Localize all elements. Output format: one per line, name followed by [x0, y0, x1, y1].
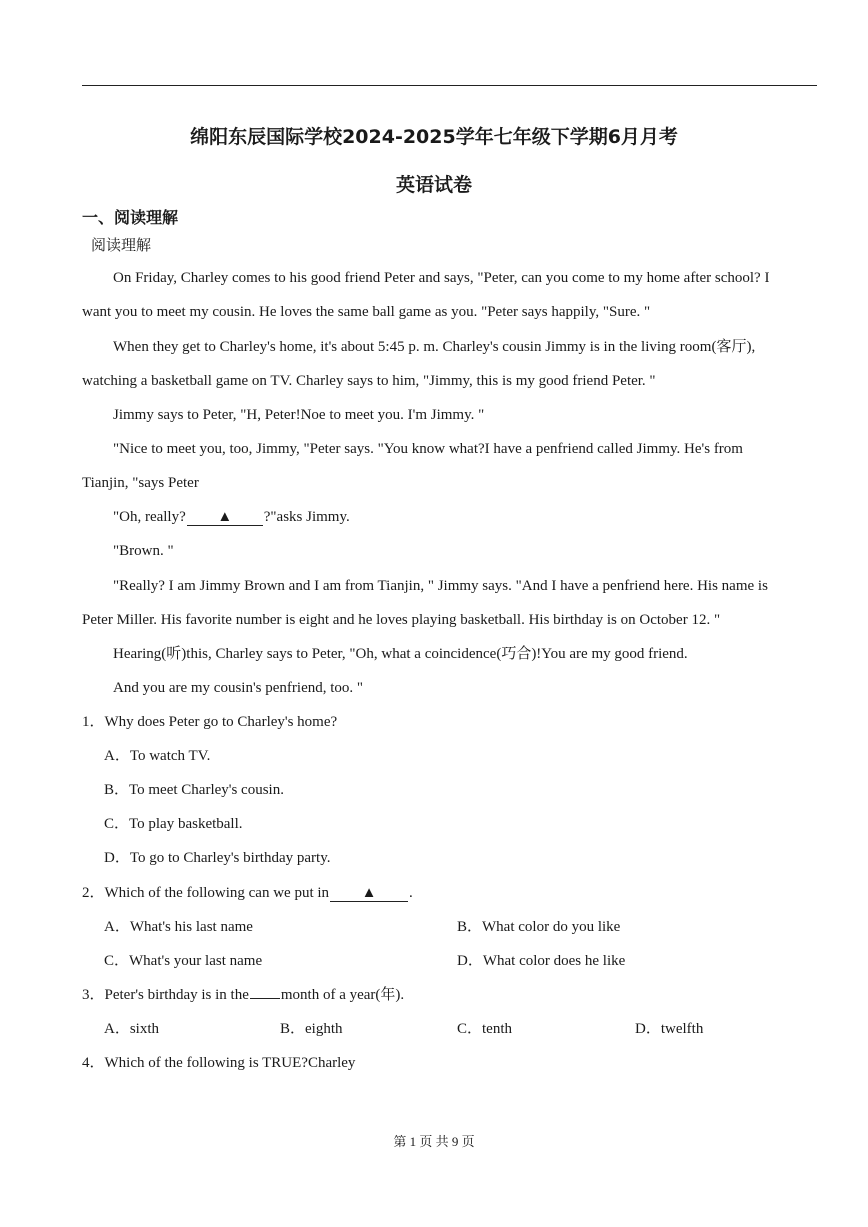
exam-title: 绵阳东辰国际学校2024-2025学年七年级下学期6月月考	[190, 126, 678, 148]
option-letter: D．	[104, 850, 130, 866]
option-text: What color do you like	[482, 919, 621, 935]
option-text: twelfth	[660, 1021, 704, 1037]
option-c[interactable]	[104, 814, 243, 834]
option-letter: B．	[280, 1021, 306, 1037]
passage-line: When they get to Charley's home, it's about 5:45 p. m. Charley's cousin Jimmy is in the living room(客厅),	[113, 339, 756, 355]
option-text: To meet Charley's cousin.	[129, 782, 284, 798]
option-text: eighth	[305, 1021, 343, 1037]
option-letter: C．	[104, 953, 130, 969]
question-text-end: month of a year(年).	[280, 987, 405, 1003]
passage-line: watching a basketball game on TV. Charley says to him, "Jimmy, this is my good friend Peter. "	[82, 373, 656, 389]
option-a[interactable]	[104, 917, 253, 937]
option-d[interactable]	[104, 848, 330, 868]
question-stem	[82, 985, 404, 1005]
question-text: Why does Peter go to Charley's home?	[104, 714, 338, 730]
exam-subtitle: 英语试卷	[395, 174, 472, 196]
option-letter: D．	[635, 1021, 661, 1037]
option-letter: A．	[104, 1021, 130, 1037]
question-text: Which of the following is TRUE?Charley	[104, 1055, 356, 1071]
answer-blank	[250, 998, 280, 999]
option-d[interactable]	[457, 951, 625, 971]
passage-line: On Friday, Charley comes to his good friend Peter and says, "Peter, can you come to my home after school? I	[113, 270, 770, 286]
passage-line: "Brown. "	[113, 543, 174, 559]
option-text: To play basketball.	[129, 816, 243, 832]
section-heading: 一、阅读理解	[82, 208, 179, 227]
option-b[interactable]	[280, 1019, 343, 1039]
blank-line-before: "Oh, really?	[113, 509, 186, 525]
option-letter: A．	[104, 919, 130, 935]
option-text: What color does he like	[482, 953, 626, 969]
option-a[interactable]	[104, 1019, 159, 1039]
option-letter: D．	[457, 953, 483, 969]
passage-line: Hearing(听)this, Charley says to Peter, "Oh, what a coincidence(巧合)!You are my good friend.	[113, 646, 688, 662]
option-c[interactable]	[104, 951, 262, 971]
question-stem	[82, 883, 413, 903]
option-text: What's his last name	[129, 919, 253, 935]
option-b[interactable]	[457, 917, 620, 937]
option-letter: B．	[457, 919, 483, 935]
passage-line: want you to meet my cousin. He loves the same ball game as you. "Peter says happily, "Sure. "	[82, 304, 651, 320]
option-c[interactable]	[457, 1019, 512, 1039]
question-stem	[82, 1053, 355, 1073]
answer-blank: ▲	[187, 509, 263, 526]
question-text: Peter's birthday is in the	[104, 987, 249, 1003]
passage-line: "Really? I am Jimmy Brown and I am from Tianjin, " Jimmy says. "And I have a penfriend here. His name is	[113, 578, 768, 594]
question-number: 1．	[82, 714, 105, 730]
option-letter: C．	[104, 816, 130, 832]
question-number: 4．	[82, 1055, 105, 1071]
question-number: 2．	[82, 885, 105, 901]
question-stem	[82, 712, 337, 732]
passage-line: Peter Miller. His favorite number is eight and he loves playing basketball. His birthday is on October 12. "	[82, 612, 721, 628]
question-number: 3．	[82, 987, 105, 1003]
option-text: tenth	[482, 1021, 513, 1037]
header-rule	[82, 85, 817, 86]
passage-line: "Nice to meet you, too, Jimmy, "Peter says. "You know what?I have a penfriend called Jimmy. He's from	[113, 441, 743, 457]
passage-line: Jimmy says to Peter, "H, Peter!Noe to meet you. I'm Jimmy. "	[113, 407, 485, 423]
passage-blank-line	[113, 507, 350, 527]
option-letter: A．	[104, 748, 130, 764]
option-text: sixth	[129, 1021, 160, 1037]
section-subheading: 阅读理解	[91, 238, 152, 254]
question-text-end: .	[409, 885, 413, 901]
option-text: What's your last name	[129, 953, 263, 969]
option-a[interactable]	[104, 746, 210, 766]
option-b[interactable]	[104, 780, 284, 800]
page-footer: 第 1 页 共 9 页	[393, 1134, 475, 1149]
blank-line-after: ?"asks Jimmy.	[263, 509, 350, 525]
answer-blank: ▲	[330, 885, 408, 902]
option-d[interactable]	[635, 1019, 703, 1039]
option-text: To watch TV.	[129, 748, 211, 764]
passage-line: Tianjin, "says Peter	[82, 475, 199, 491]
option-text: To go to Charley's birthday party.	[129, 850, 331, 866]
passage-line: And you are my cousin's penfriend, too. "	[113, 680, 364, 696]
question-text: Which of the following can we put in	[104, 885, 330, 901]
option-letter: C．	[457, 1021, 483, 1037]
option-letter: B．	[104, 782, 130, 798]
